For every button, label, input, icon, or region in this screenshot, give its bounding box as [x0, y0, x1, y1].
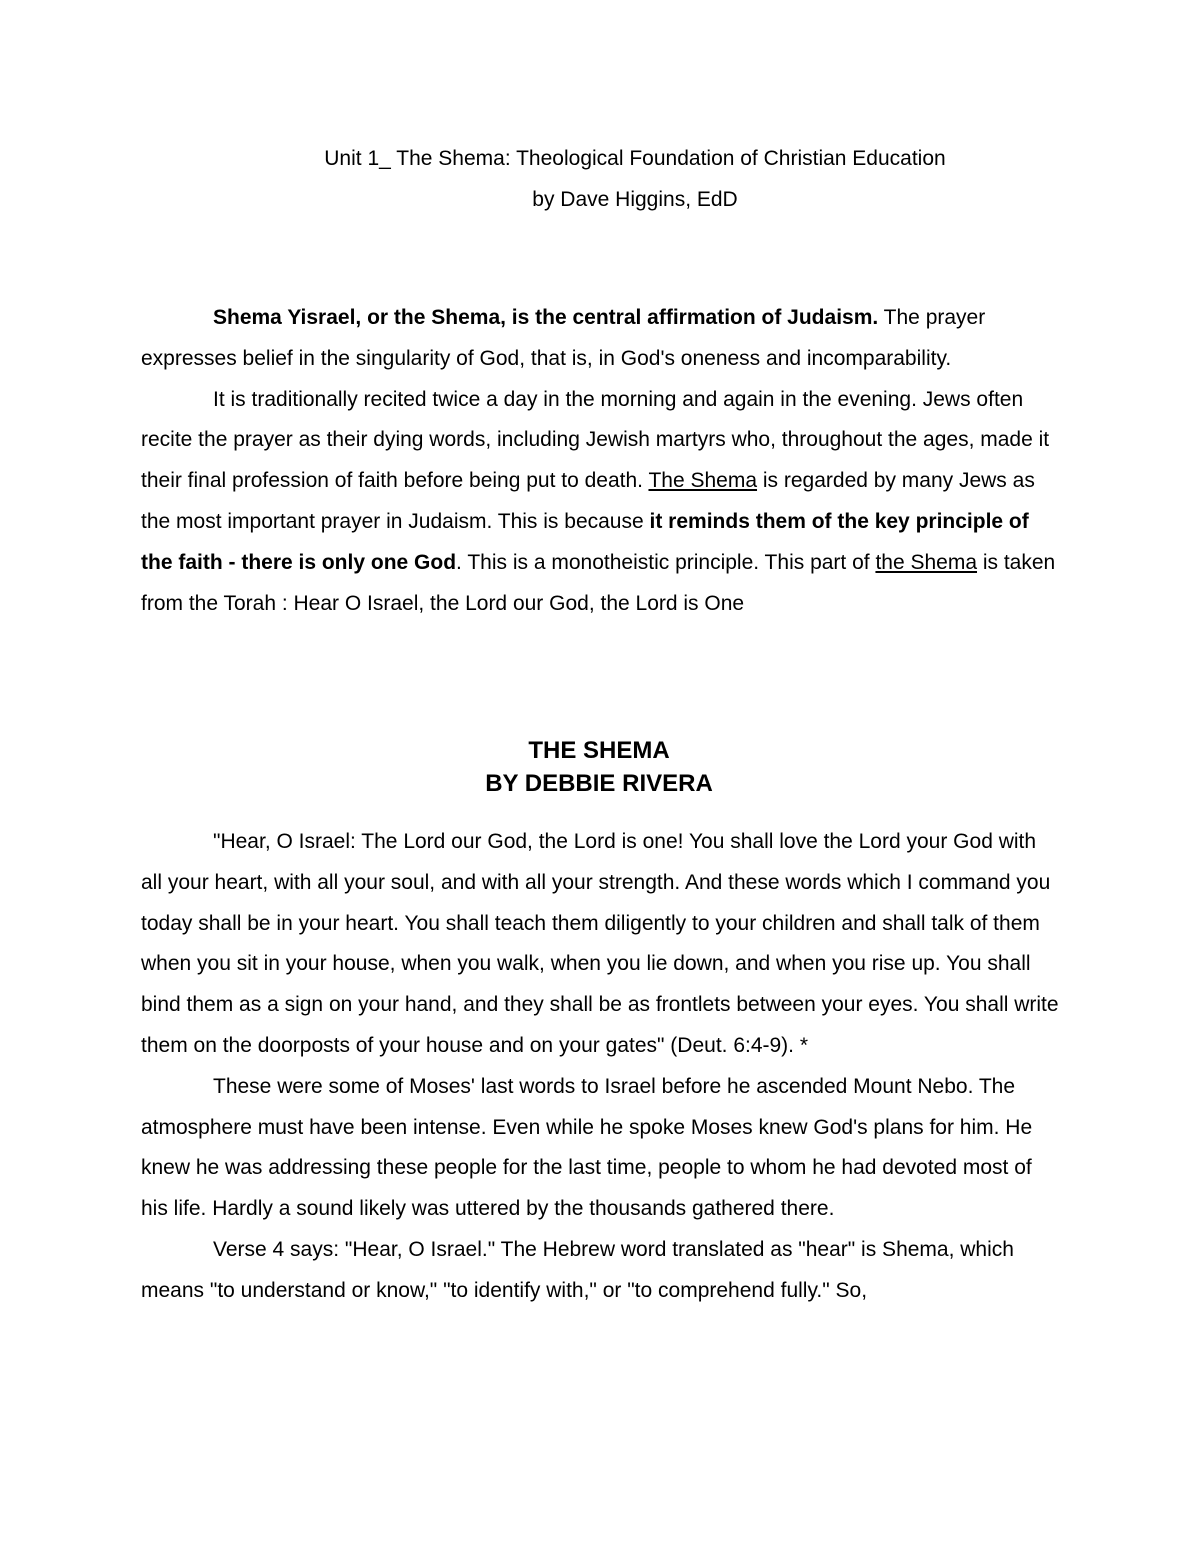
shema-link[interactable]: the Shema: [875, 550, 978, 574]
intro-text: . This is a monotheistic principle. This part of: [456, 550, 876, 574]
intro-text: is taken from the Torah : Hear O Israel, the Lord our God, the Lord is One: [141, 550, 1056, 615]
body-paragraph-3: Verse 4 says: "Hear, O Israel." The Hebrew word translated as "hear" is Shema, which means "to understand or know," "to identify with," or "to comprehend fully." So,: [141, 1237, 1014, 1302]
intro-text: It is traditionally recited twice a day in the morning and again in the evening. Jews often recite the prayer as their dying words, including Jewish martyrs who, throughout the ages, made it their final profession of faith before being put to death.: [141, 387, 1050, 493]
document-byline: by Dave Higgins, EdD: [532, 188, 738, 211]
section-heading-author: BY DEBBIE RIVERA: [485, 770, 713, 797]
document-header: [141, 138, 1129, 220]
intro-bold-lead: Shema Yisrael, or the Shema, is the central affirmation of Judaism.: [213, 306, 879, 329]
document-title: Unit 1_ The Shema: Theological Foundation of Christian Education: [324, 147, 946, 170]
intro-paragraph-1: [141, 298, 1061, 380]
intro-text: The prayer expresses belief in the singularity of God, that is, in God's oneness and incomparability.: [141, 306, 986, 370]
intro-paragraph-2: [141, 380, 1061, 625]
body-paragraph-2: These were some of Moses' last words to Israel before he ascended Mount Nebo. The atmosphere must have been intense. Even while he spoke Moses knew God's plans for him. He knew he was addressing these people for the last time, people to whom he had devoted most of his life. Hardly a sound likely was uttered by the thousands gathered there.: [141, 1074, 1033, 1221]
intro-text: is regarded by many Jews as the most important prayer in Judaism. This is because: [141, 469, 1035, 533]
section-heading: [141, 734, 1057, 800]
shema-link[interactable]: The Shema: [648, 469, 758, 493]
section-heading-title: THE SHEMA: [528, 737, 670, 764]
body-paragraph-1: "Hear, O Israel: The Lord our God, the Lord is one! You shall love the Lord your God with all your heart, with all your soul, and with all your strength. And these words which I command you today shall be in your heart. You shall teach them diligently to your children and shall talk of them when you sit in your house, when you walk, when you lie down, and when you rise up. You shall bind them as a sign on your hand, and they shall be as frontlets between your eyes. You shall write them on the doorposts of your house and on your gates" (Deut. 6:4-9). *: [141, 830, 1059, 1057]
key-principle-bold: it reminds them of the key principle of the faith - there is only one God: [141, 509, 1029, 574]
body-section: [141, 822, 1061, 1312]
intro-section: [141, 298, 1061, 624]
